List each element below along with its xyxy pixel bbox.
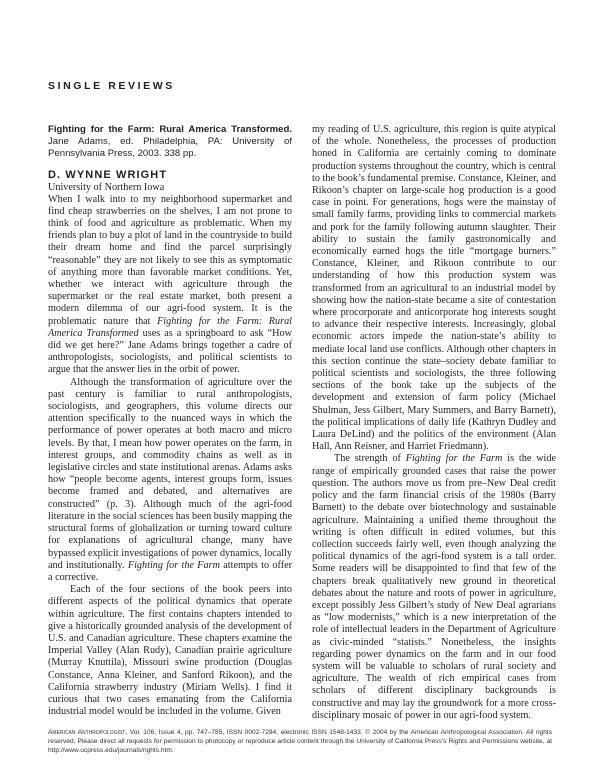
paragraph-2: Although the transformation of agriculture over the past century is familiar to rural anthropologists, sociologists, and geographers, this volume directs our attention specifically to the nuanced ways in which the performance of power operates at both macro and micro levels. By that, I mean how power operates on the farm, in interest groups, and commodity chains as well as in legislative circles and state institutional arenas. Adams asks how “people become agents, interest groups form, issues become framed and debated, and alternatives are constructed” (p. 3). Although much of the agri-food literature in the social sciences has been busily mapping the structural forms of globalization or turning toward culture for explanations of agricultural change, many have bypassed explicit investigations of power dynamics, locally and institutionally. Fighting for the Farm attempts to offer a corrective. (48, 376, 293, 583)
paragraph-5: The strength of Fighting for the Farm is the wide range of empirically grounded cases that raise the power question. The authors move us from pre–New Deal credit policy and the farm financial crisis of the 1980s (Barry Barnett) to the debate over biotechnology and sustainable agriculture. Maintaining a unified theme throughout the writing is often difficult in edited volumes, but this collection succeeds fairly well, even though analyzing the political dynamics of the agri-food system is a tall order. Some readers will be disappointed to find that few of the chapters break qualitatively new ground in theoretical debates about the nature and roots of power in agriculture, except possibly Jess Gilbert’s study of New Deal agrarians as “low modernists,” which is a new interpretation of the role of intellectual leaders in the Department of Agriculture as civic-minded “statists.” Nonetheless, the insights regarding power dynamics on the farm and in our food system will be valuable to scholars of rural society and agriculture. The wealth of rich empirical cases from scholars of different disciplinary backgrounds is constructive and may lay the groundwork for a more cross-disciplinary mosaic of power in our agri-food system. (312, 453, 556, 721)
book-title: Fighting for the Farm: Rural America Transformed. (48, 124, 292, 135)
book-title-italic: Fighting for the Farm (405, 453, 503, 465)
journal-name: American Anthropologist (48, 729, 126, 736)
book-title-italic: Fighting for the Farm: Rural America Transformed (48, 315, 292, 339)
page-footer (48, 728, 552, 755)
footer-text: , Vol. 106, Issue 4, pp. 747–785, ISSN 0002-7294, electronic ISSN 1548-1433. © 2004 by the American Anthropological Association. All rights reserved. Please direct all requests for permission to photocopy or reproduce article content through the University of California Press’s Rights and Permissions website, at http://www.ucpress.edu/journals/rights.htm. (48, 729, 552, 754)
reviewer-name: D. WYNNE WRIGHT (48, 168, 168, 181)
paragraph-1: When I walk into to my neighborhood supermarket and find cheap strawberries on the shelves, I am not prone to think of food and agriculture as problematic. When my friends plan to buy a plot of land in the countryside to build their dream home and find the parcel surprisingly “reasonable” they are not likely to see this as symptomatic of anything more than favorable market conditions. Yet, whether we interact with agriculture through the supermarket or the real estate market, both present a modern dilemma of our agri-food system. It is the problematic nature that Fighting for the Farm: Rural America Transformed uses as a springboard to ask “How did we get here?” Jane Adams brings together a cadre of anthropologists, sociologists, and political scientists to argue that the answer lies in the orbit of power. (48, 193, 292, 376)
book-citation (48, 124, 292, 161)
book-publication-details: Jane Adams, ed. Philadelphia, PA: University of Pennsylvania Press, 2003. 338 pp. (48, 136, 292, 160)
book-title-italic: Fighting for the Farm (127, 559, 220, 571)
section-title: SINGLE REVIEWS (48, 80, 175, 92)
left-column (48, 124, 292, 718)
paragraph-4: my reading of U.S. agriculture, this region is quite atypical of the whole. Nonetheless, the processes of production honed in California are certainly coming to dominate production systems throughout the country, which is central to the book’s fundamental premise. Constance, Kleiner, and Rikoon’s chapter on large-scale hog production is a good case in point. For generations, hogs were the mainstay of small family farms, providing links to commercial markets and pork for the family following autumn slaughter. Their ability to sustain the family gastronomically and economically earned hogs the title “mortgage burners.” Constance, Kleiner, and Rikoon contribute to our understanding of how this production system was transformed from an agricultural to an industrial model by showing how the nation-state became a site of contestation where procorporate and anticorporate hog interests sought to advance their respective interests. Increasingly, global economic actors impede the nation-state’s ability to mediate local land use conflicts. Although other chapters in this section continue the state–society debate familiar to political scientists and sociologists, the three following sections of the book take up the subjects of the development and extension of farm policy (Michael Shulman, Jess Gilbert, Mary Summers, and Barry Barnett), the political implications of daily life (Kathryn Dudley and Laura DeLind) and the politics of the environment (Alan Hall, Ann Reisner, and Harriet Friedmann). (312, 124, 556, 453)
reviewer-affiliation: University of Northern Iowa (48, 181, 165, 193)
right-column (312, 124, 556, 722)
paragraph-3: Each of the four sections of the book peers into different aspects of the political dynamics that operate within agriculture. The first contains chapters intended to give a historically grounded analysis of the development of U.S. and Canadian agriculture. These chapters examine the Imperial Valley (Alan Rudy), Canadian prairie agriculture (Murray Knuttila), Missouri swine production (Douglas Constance, Anna Kleiner, and Sanford Rikoon), and the California strawberry industry (Miriam Wells). I find it curious that two cases emanating from the California industrial model would be included in the volume. Given (48, 584, 292, 718)
